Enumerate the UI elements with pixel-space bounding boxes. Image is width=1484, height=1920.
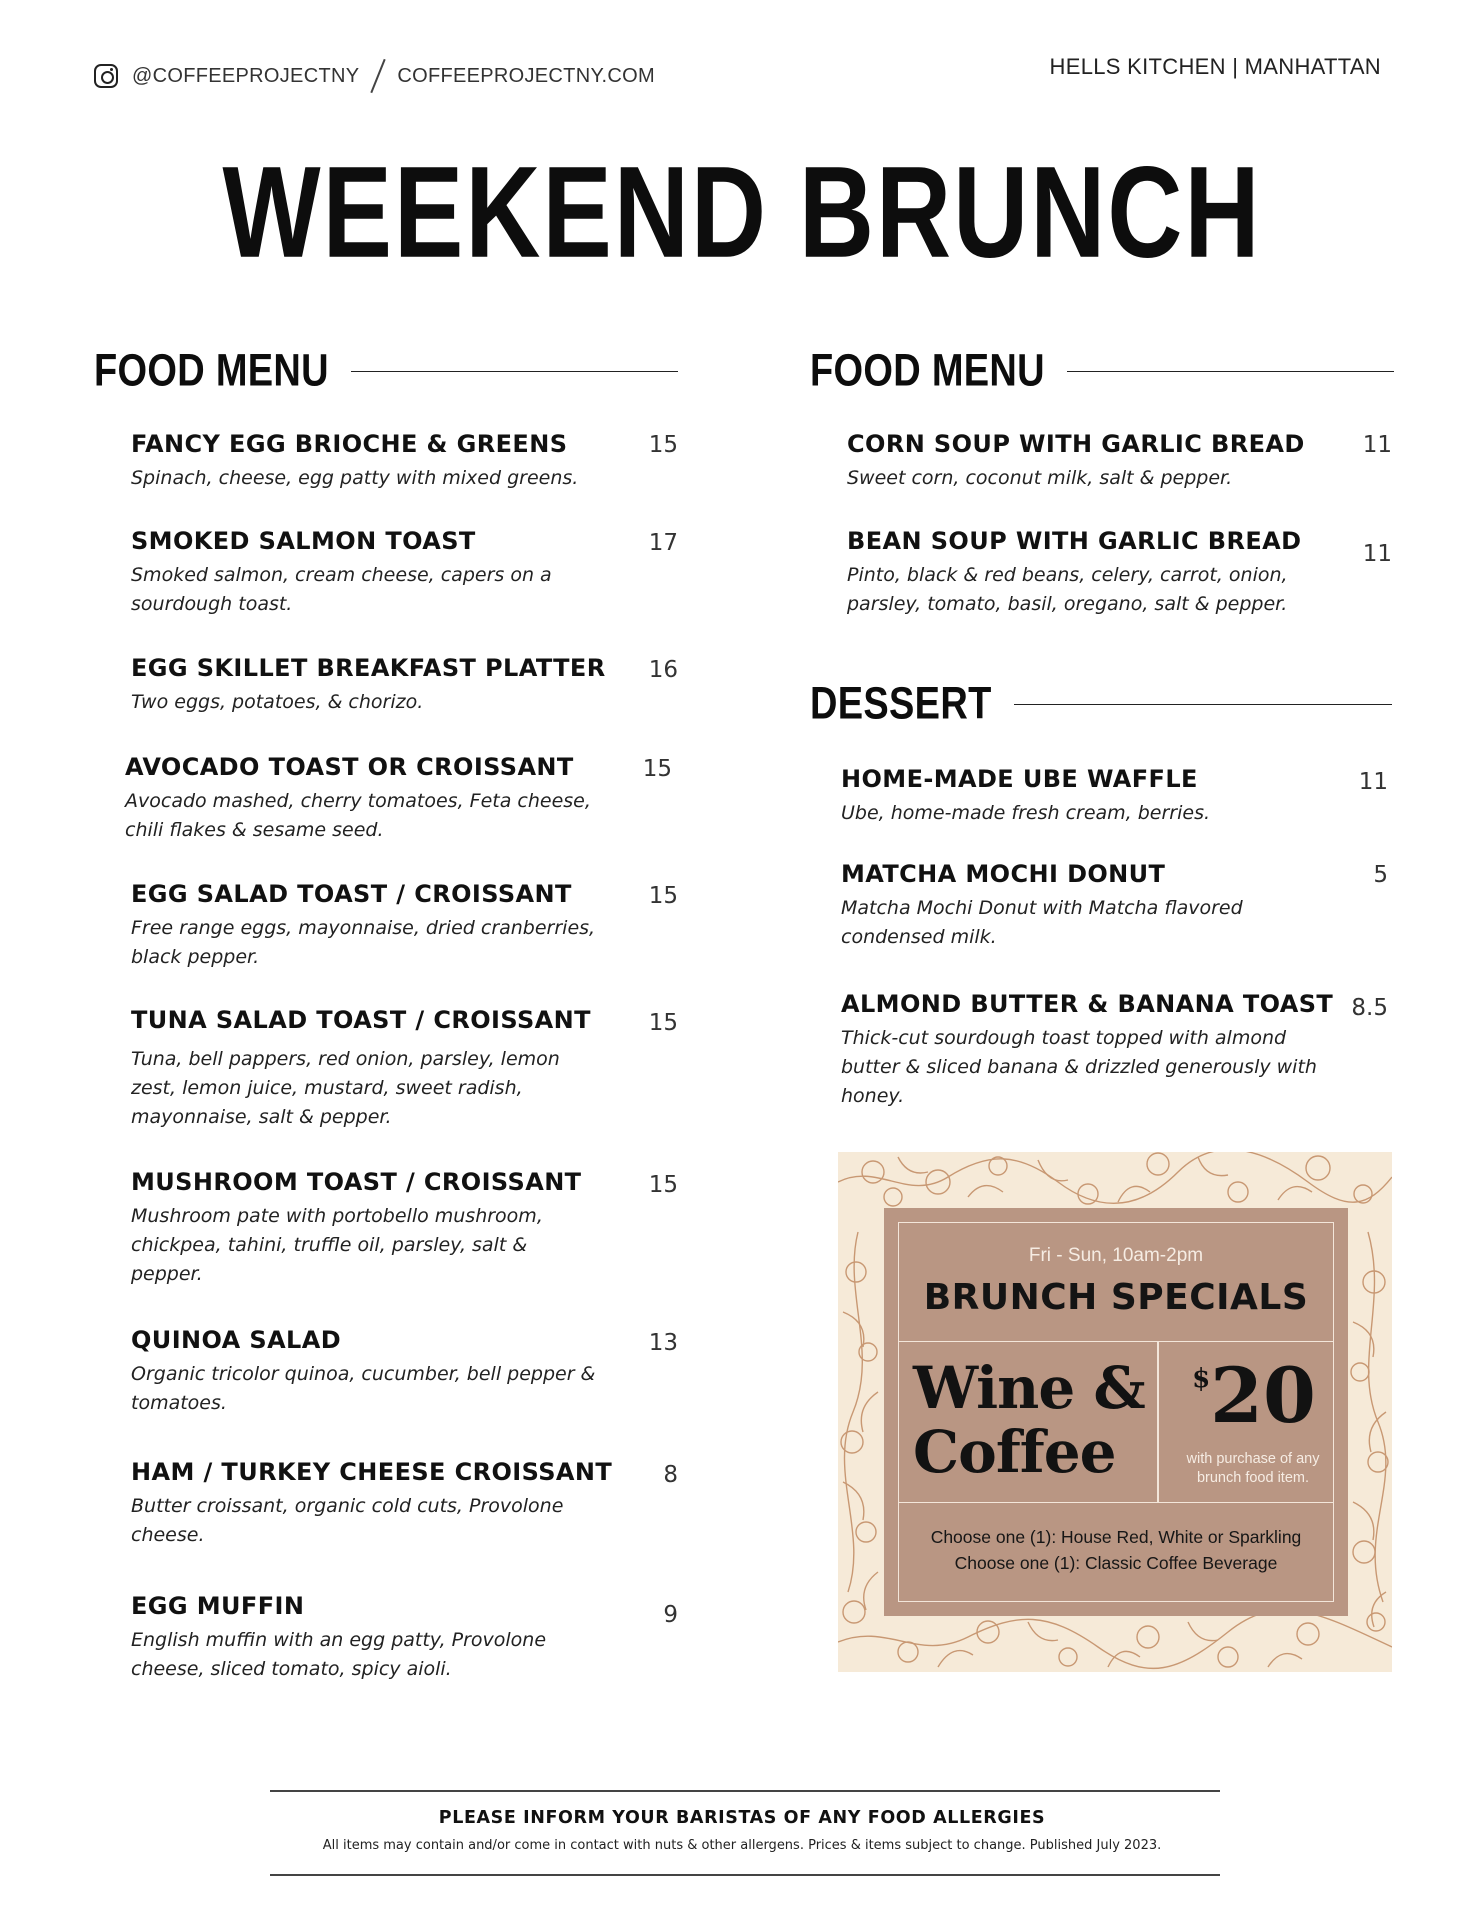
divider-slash [371, 59, 386, 93]
menu-item [131, 880, 631, 972]
item-name: BEAN SOUP WITH GARLIC BREAD [847, 527, 1302, 555]
item-name: MUSHROOM TOAST / CROISSANT [131, 1168, 582, 1196]
section-title: FOOD MENU [810, 345, 1045, 397]
item-price: 11 [1362, 432, 1392, 458]
item-price: 5 [1373, 862, 1388, 888]
section-title: DESSERT [810, 678, 992, 730]
item-description: Sweet corn, coconut milk, salt & pepper. [847, 467, 1233, 489]
promo-divider [1157, 1342, 1159, 1502]
footer-rule-bottom [270, 1874, 1220, 1876]
section-rule [351, 371, 678, 373]
promo-title: BRUNCH SPECIALS [923, 1277, 1309, 1318]
promo-condition [1165, 1450, 1341, 1488]
item-price: 15 [648, 432, 678, 458]
promo-price-value: 20 [1210, 1351, 1316, 1440]
section-rule [1067, 371, 1394, 373]
dessert-heading [810, 678, 1392, 730]
item-description: Matcha Mochi Donut with Matcha flavored condensed milk. [841, 897, 1243, 948]
item-description: Free range eggs, mayonnaise, dried cranberries, black pepper. [131, 917, 596, 968]
menu-item [131, 1168, 591, 1289]
item-price: 8.5 [1351, 995, 1388, 1021]
item-description: Two eggs, potatoes, & chorizo. [131, 691, 424, 713]
item-name: HAM / TURKEY CHEESE CROISSANT [131, 1458, 613, 1486]
item-price: 9 [663, 1602, 678, 1628]
menu-item [841, 860, 1311, 952]
item-name: TUNA SALAD TOAST / CROISSANT [131, 1006, 591, 1034]
item-price: 11 [1362, 541, 1392, 567]
section-rule [1014, 704, 1392, 706]
item-description: Pinto, black & red beans, celery, carrot, onion, parsley, tomato, basil, oregano, salt & pepper. [847, 564, 1288, 615]
menu-item [131, 1592, 601, 1684]
item-price: 15 [648, 883, 678, 909]
menu-item [131, 1326, 611, 1418]
location-label: HELLS KITCHEN | MANHATTAN [1049, 54, 1381, 79]
item-description: Organic tricolor quinoa, cucumber, bell pepper & tomatoes. [131, 1363, 596, 1414]
item-name: FANCY EGG BRIOCHE & GREENS [131, 430, 568, 458]
promo-offer-row [899, 1341, 1333, 1503]
promo-card-border [898, 1222, 1334, 1602]
menu-item [131, 430, 631, 493]
instagram-handle[interactable]: @COFFEEPROJECTNY [132, 64, 360, 87]
item-description: Tuna, bell pappers, red onion, parsley, lemon zest, lemon juice, mustard, sweet radish, mayonnaise, salt & pepper. [131, 1048, 560, 1128]
item-name: EGG SKILLET BREAKFAST PLATTER [131, 654, 606, 682]
item-description: Spinach, cheese, egg patty with mixed greens. [131, 467, 579, 489]
item-name: AVOCADO TOAST OR CROISSANT [125, 753, 574, 781]
allergy-notice: PLEASE INFORM YOUR BARISTAS OF ANY FOOD ALLERGIES [438, 1808, 1046, 1828]
item-price: 15 [642, 756, 672, 782]
menu-item [131, 654, 611, 717]
promo-currency: $ [1192, 1364, 1211, 1394]
menu-item [125, 753, 625, 845]
instagram-icon [94, 64, 118, 88]
item-price: 15 [648, 1172, 678, 1198]
item-description: Ube, home-made fresh cream, berries. [841, 802, 1211, 824]
item-description: Smoked salmon, cream cheese, capers on a sourdough toast. [131, 564, 552, 615]
item-name: EGG SALAD TOAST / CROISSANT [131, 880, 572, 908]
footer-rule-top [270, 1790, 1220, 1792]
brunch-specials-promo [838, 1152, 1392, 1672]
menu-item [847, 527, 1327, 619]
item-price: 8 [663, 1462, 678, 1488]
promo-offer-line-1: Wine & [913, 1354, 1145, 1422]
right-food-menu-heading [810, 345, 1394, 397]
promo-choice-coffee: Choose one (1): Classic Coffee Beverage [954, 1553, 1278, 1573]
promo-choice-wine: Choose one (1): House Red, White or Sparkling [930, 1527, 1302, 1547]
item-price: 13 [648, 1330, 678, 1356]
promo-offer-name [913, 1356, 1145, 1484]
social-links [94, 58, 655, 94]
item-name: EGG MUFFIN [131, 1592, 305, 1620]
item-price: 16 [648, 657, 678, 683]
promo-price [1169, 1352, 1339, 1439]
item-description: Avocado mashed, cherry tomatoes, Feta cheese, chili flakes & sesame seed. [125, 790, 591, 841]
item-description: Thick-cut sourdough toast topped with almond butter & sliced banana & drizzled generously with honey. [841, 1027, 1317, 1107]
menu-item [847, 430, 1327, 493]
item-name: SMOKED SALMON TOAST [131, 527, 476, 555]
item-price: 11 [1358, 769, 1388, 795]
promo-schedule: Fri - Sun, 10am-2pm [1028, 1245, 1204, 1266]
item-name: ALMOND BUTTER & BANANA TOAST [841, 990, 1334, 1018]
menu-item [131, 1006, 601, 1132]
item-name: HOME-MADE UBE WAFFLE [841, 765, 1198, 793]
item-description: Butter croissant, organic cold cuts, Provolone cheese. [131, 1495, 564, 1546]
item-description: Mushroom pate with portobello mushroom, chickpea, tahini, truffle oil, parsley, salt & pepper. [131, 1205, 543, 1285]
item-description: English muffin with an egg patty, Provolone cheese, sliced tomato, spicy aioli. [131, 1629, 547, 1680]
allergy-disclaimer: All items may contain and/or come in contact with nuts & other allergens. Prices & items subject to change. Published July 2023. [322, 1838, 1162, 1853]
page-title: WEEKEND BRUNCH [222, 140, 1262, 286]
left-food-menu-heading [94, 345, 678, 397]
promo-offer-line-2: Coffee [913, 1418, 1116, 1486]
promo-card [884, 1208, 1348, 1616]
item-name: QUINOA SALAD [131, 1326, 342, 1354]
menu-item [131, 1458, 611, 1550]
menu-item [841, 765, 1321, 828]
item-name: CORN SOUP WITH GARLIC BREAD [847, 430, 1305, 458]
website-link[interactable]: COFFEEPROJECTNY.COM [397, 64, 655, 87]
item-price: 15 [648, 1010, 678, 1036]
promo-condition-line-1: with purchase of any [1186, 1451, 1320, 1467]
section-title: FOOD MENU [94, 345, 329, 397]
item-price: 17 [648, 530, 678, 556]
menu-item [131, 527, 611, 619]
menu-item [841, 990, 1334, 1111]
item-name: MATCHA MOCHI DONUT [841, 860, 1166, 888]
promo-condition-line-2: brunch food item. [1196, 1470, 1310, 1486]
